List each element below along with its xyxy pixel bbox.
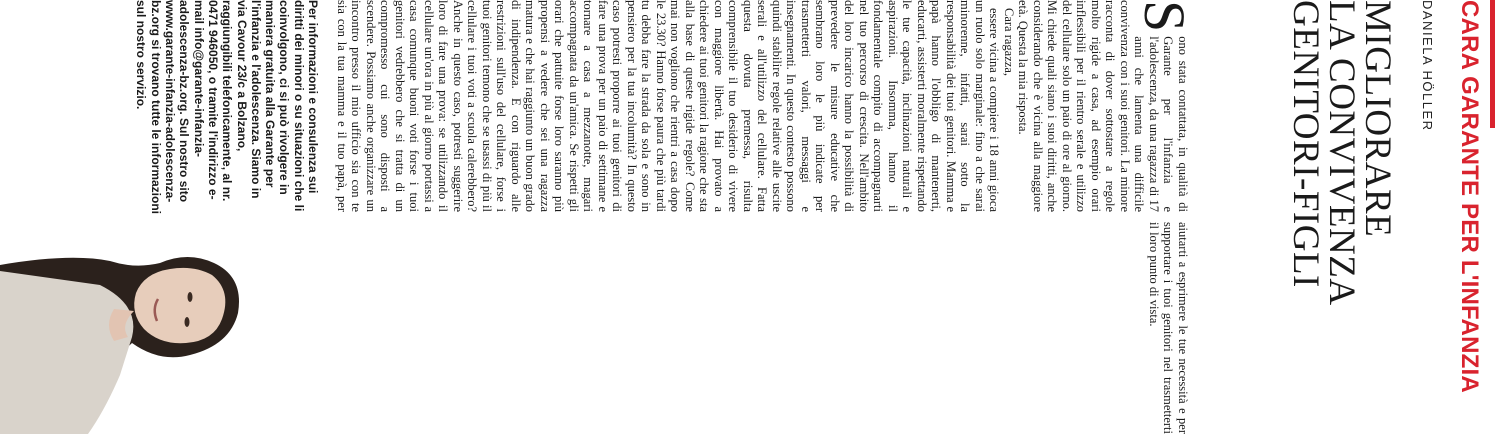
article-body (325, 0, 1197, 434)
lead-paragraph (1016, 0, 1197, 212)
author-byline: DANIELA HÖLLER (1420, 0, 1435, 132)
drop-cap: S (1132, 0, 1197, 33)
headline (1285, 0, 1398, 434)
info-box (129, 0, 320, 215)
headline-line: LA CONVIVENZA (1321, 0, 1362, 306)
info-text: Per informazioni e consulenza sui diritti dei minori o su situazioni che li coinvolgono, ci si può rivolgere in maniera gratuita alla Garante per l'infanzia e l'adolescenza. Siamo in via Cavour 23/c a Bolzano, raggiungibili telefonicamente, al nr. 0471 946050, o tramite l'indirizzo e-mail info@garante-infanzia-adolescenza-bz.org. Sul nostro sito www.garante-infanzia-adolescenza-bz.org si trovano tutte le informazioni sul nostro servizio. (134, 0, 320, 215)
lead-text: ono stata contattata, in qualità di Garante per l'infanzia e l'adolescenza, da una ragazza di 17 anni che lamenta una difficile convivenza con i suoi genitori. La minore racconta di dover sottostare a regole molto rigide a casa, ad esempio orari inflessibili per il rientro serale e utilizzo del cellulare solo un paio di ore al giorno. Mi chiede quali siano i suoi diritti, anche considerando che è vicina alla maggiore età. Questa la mia risposta. (1016, 0, 1190, 212)
section-kicker: CARA GARANTE PER L'INFANZIA (1456, 0, 1483, 393)
headline-line: MIGLIORARE (1357, 0, 1398, 238)
face-shape (134, 268, 225, 343)
body-paragraph: essere vicina a compiere i 18 anni gioca un ruolo solo marginale: fino a che sarai minorenne, infatti, sarai sotto la responsabilità dei tuoi genitori. Mamma e papà hanno l'obbligo di mantenerti, educarti, assisterti moralmente rispettando le tue capacità, inclinazioni naturali e aspirazioni. Insomma, hanno il fondamentale compito di accompagnarti nel tuo percorso di crescita. Nell'ambito del loro incarico hanno la possibilità di prevedere le misure educative che sembrano loro le più indicate per trasmetterti valori, messaggi e insegnamenti. In questo contesto possono quindi stabilire regole relative alle uscite serali e all'utilizzo del cellulare. Fatta questa dovuta premessa, risulta comprensibile il tuo desiderio di vivere con maggiore libertà. Hai provato a chiedere ai tuoi genitori la ragione che sta alla base di queste rigide regole? Come mai non vogliono che rientri a casa dopo le 23.30? Hanno forse paura che più tardi tu debba fare la strada da sola e sono in pensiero per la tua incolumità? In questo caso potresti proporre ai tuoi genitori di fare una prova per un paio di settimane e tornare a casa a mezzanotte, magari accompagnata da un'amica. Se rispetti gli orari che pattuite forse loro saranno più propensi a vedere che sei una ragazza matura e che hai raggiunto un buon grado di indipendenza. E con riguardo alle restrizioni sull'uso del cellulare, forse i tuoi genitori temono che se usassi di più il cellulare i tuoi voti a scuola calerebbero? Anche in questo caso, potresti suggerire loro di fare una prova: se utilizzando il cellulare un'ora in più al giorno portassi a casa comunque buoni voti forse i tuoi genitori vedrebbero che si tratta di un compromesso cui sono disposti a scendere. Possiamo anche organizzare un incontro presso il mio ufficio sia con te sia con la tua mamma e il tuo papà, per aiutarti a esprimere le tue necessità e per supportare i tuoi genitori nel trasmetterti il loro punto di vista. (335, 0, 1190, 434)
greeting: Cara ragazza, (1002, 8, 1016, 76)
accent-rule (1490, 0, 1495, 128)
portrait-photo (0, 225, 310, 434)
headline-line: GENITORI-FIGLI (1285, 0, 1326, 288)
